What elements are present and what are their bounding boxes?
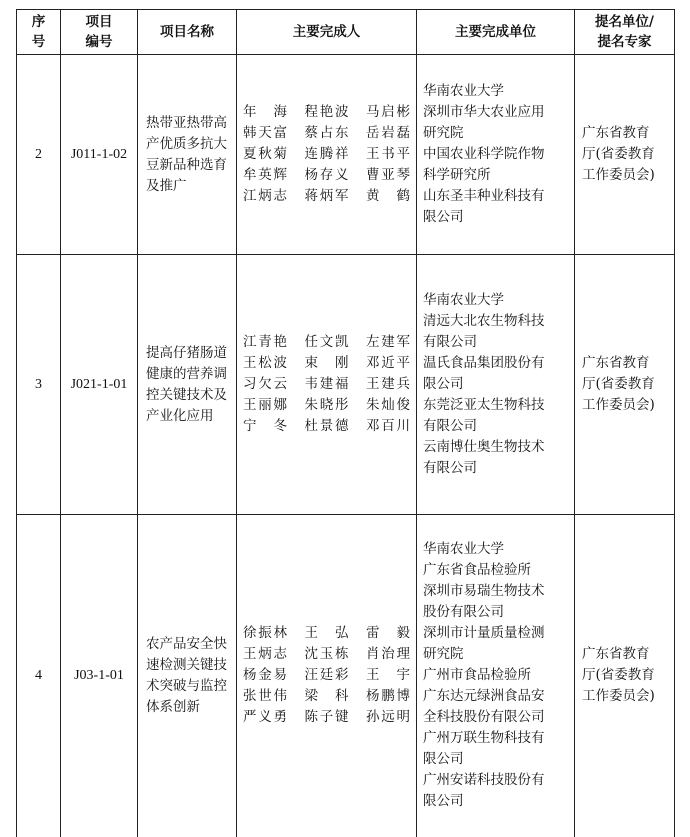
row-project-name (138, 255, 237, 515)
project-name-line: 提高仔猪肠道 (146, 344, 227, 361)
people-line (243, 707, 410, 728)
person-name: 左建军 (366, 334, 410, 350)
unit-line: 研究院 (423, 646, 464, 663)
project-name-line: 及推广 (146, 177, 187, 194)
people-line (243, 665, 410, 686)
row-seq: 4 (17, 515, 61, 837)
row-seq: 2 (17, 55, 61, 255)
person-name: 程艳波 (304, 104, 349, 120)
person-name: 陈子键 (304, 709, 349, 726)
people-line (243, 353, 410, 374)
nominator-line: 广东省教育 (582, 646, 650, 663)
unit-line: 深圳市计量质量检测 (423, 625, 545, 642)
unit-line: 限公司 (423, 751, 464, 768)
project-name-line: 体系创新 (146, 698, 200, 715)
people-line (243, 374, 410, 395)
unit-line: 温氏食品集团股份有 (423, 355, 545, 371)
row-people (237, 255, 417, 515)
person-name: 严义勇 (243, 709, 287, 726)
unit-line: 华南农业大学 (423, 541, 504, 558)
person-name: 年 海 (243, 104, 287, 120)
project-name-line: 术突破与监控 (146, 677, 227, 694)
person-name: 邓百川 (366, 418, 410, 434)
nominator-line: 工作委员会) (582, 397, 655, 413)
header-code: 项目 编号 (61, 10, 138, 55)
person-name: 王松波 (243, 355, 287, 371)
unit-line: 华南农业大学 (423, 83, 504, 99)
project-name-line: 健康的营养调 (146, 365, 227, 382)
person-name: 江青艳 (243, 334, 287, 350)
person-name: 王 弘 (304, 625, 349, 642)
person-name: 孙远明 (366, 709, 410, 726)
table-row (17, 515, 675, 837)
person-name: 汪廷彩 (304, 667, 349, 684)
unit-line: 有限公司 (423, 460, 477, 476)
nominator-line: 广东省教育 (582, 125, 650, 141)
person-name: 杨金易 (243, 667, 287, 684)
header-seq: 序 号 (17, 10, 61, 55)
people-line (243, 686, 410, 707)
unit-line: 深圳市华大农业应用 (423, 104, 545, 120)
header-people: 主要完成人 (237, 10, 417, 55)
row-project-name (138, 515, 237, 837)
person-name: 梁 科 (304, 688, 349, 705)
unit-line: 研究院 (423, 125, 464, 141)
header-units: 主要完成单位 (417, 10, 575, 55)
row-nominator (575, 255, 675, 515)
person-name: 宁 冬 (243, 418, 287, 434)
people-line (243, 416, 410, 437)
person-name: 黄 鹤 (366, 188, 410, 204)
person-name: 韩天富 (243, 125, 287, 141)
unit-line: 广州市食品检验所 (423, 667, 531, 684)
project-name-line: 产业化应用 (146, 407, 214, 424)
nominator-line: 厅(省委教育 (582, 146, 655, 162)
person-name: 连腾祥 (304, 146, 349, 162)
person-name: 束 刚 (304, 355, 349, 371)
nominator-line: 工作委员会) (582, 688, 655, 705)
person-name: 韦建福 (304, 376, 349, 392)
row-units (417, 255, 575, 515)
unit-line: 广州安诺科技股份有 (423, 772, 545, 789)
person-name: 岳岩磊 (366, 125, 410, 141)
person-name: 朱灿俊 (366, 397, 410, 413)
row-units (417, 515, 575, 837)
person-name: 王 宇 (366, 667, 410, 684)
people-line (243, 395, 410, 416)
awards-table (16, 9, 675, 837)
person-name: 牟英辉 (243, 167, 287, 183)
unit-line: 东莞泛亚太生物科技 (423, 397, 545, 413)
person-name: 雷 毅 (366, 625, 410, 642)
row-people (237, 515, 417, 837)
people-line (243, 165, 410, 186)
person-name: 邓近平 (366, 355, 410, 371)
nominator-line: 厅(省委教育 (582, 376, 655, 392)
unit-line: 深圳市易瑞生物技术 (423, 583, 545, 600)
people-line (243, 144, 410, 165)
row-people (237, 55, 417, 255)
person-name: 杨鹏博 (366, 688, 410, 705)
unit-line: 限公司 (423, 376, 464, 392)
row-seq: 3 (17, 255, 61, 515)
header-nominator: 提名单位/ 提名专家 (575, 10, 675, 55)
unit-line: 有限公司 (423, 334, 477, 350)
person-name: 王炳志 (243, 646, 287, 663)
project-name-line: 热带亚热带高 (146, 114, 227, 131)
header-name: 项目名称 (138, 10, 237, 55)
person-name: 任文凯 (304, 334, 349, 350)
people-line (243, 102, 410, 123)
row-nominator (575, 55, 675, 255)
unit-line: 广东省食品检验所 (423, 562, 531, 579)
table-row (17, 255, 675, 515)
unit-line: 科学研究所 (423, 167, 491, 183)
row-code: J011-1-02 (61, 55, 138, 255)
unit-line: 广东达元绿洲食品安 (423, 688, 545, 705)
row-project-name (138, 55, 237, 255)
person-name: 朱晓彤 (304, 397, 349, 413)
person-name: 张世伟 (243, 688, 287, 705)
unit-line: 华南农业大学 (423, 292, 504, 308)
unit-line: 云南博仕奥生物技术 (423, 439, 545, 455)
row-code: J021-1-01 (61, 255, 138, 515)
people-line (243, 332, 410, 353)
people-line (243, 623, 410, 644)
unit-line: 广州万联生物科技有 (423, 730, 545, 747)
person-name: 王书平 (366, 146, 410, 162)
person-name: 曹亚琴 (366, 167, 410, 183)
row-nominator (575, 515, 675, 837)
person-name: 王丽娜 (243, 397, 287, 413)
project-name-line: 农产品安全快 (146, 635, 227, 652)
people-line (243, 644, 410, 665)
person-name: 蒋炳军 (304, 188, 349, 204)
unit-line: 股份有限公司 (423, 604, 504, 621)
person-name: 沈玉栋 (304, 646, 349, 663)
person-name: 肖治理 (366, 646, 410, 663)
people-line (243, 123, 410, 144)
project-name-line: 产优质多抗大 (146, 135, 227, 152)
person-name: 江炳志 (243, 188, 287, 204)
person-name: 王建兵 (366, 376, 410, 392)
unit-line: 清远大北农生物科技 (423, 313, 545, 329)
table-header-row (17, 10, 675, 55)
person-name: 杨存义 (304, 167, 349, 183)
nominator-line: 厅(省委教育 (582, 667, 655, 684)
unit-line: 山东圣丰种业科技有 (423, 188, 545, 204)
person-name: 蔡占东 (304, 125, 349, 141)
row-code: J03-1-01 (61, 515, 138, 837)
person-name: 习欠云 (243, 376, 287, 392)
unit-line: 限公司 (423, 209, 464, 225)
people-line (243, 186, 410, 207)
unit-line: 全科技股份有限公司 (423, 709, 545, 726)
nominator-line: 工作委员会) (582, 167, 655, 183)
unit-line: 有限公司 (423, 418, 477, 434)
person-name: 夏秋菊 (243, 146, 287, 162)
table-row (17, 55, 675, 255)
person-name: 徐振林 (243, 625, 287, 642)
person-name: 杜景德 (304, 418, 349, 434)
nominator-line: 广东省教育 (582, 355, 650, 371)
unit-line: 限公司 (423, 793, 464, 810)
unit-line: 中国农业科学院作物 (423, 146, 545, 162)
project-name-line: 速检测关键技 (146, 656, 227, 673)
row-units (417, 55, 575, 255)
project-name-line: 控关键技术及 (146, 386, 227, 403)
person-name: 马启彬 (366, 104, 410, 120)
project-name-line: 豆新品种选育 (146, 156, 227, 173)
